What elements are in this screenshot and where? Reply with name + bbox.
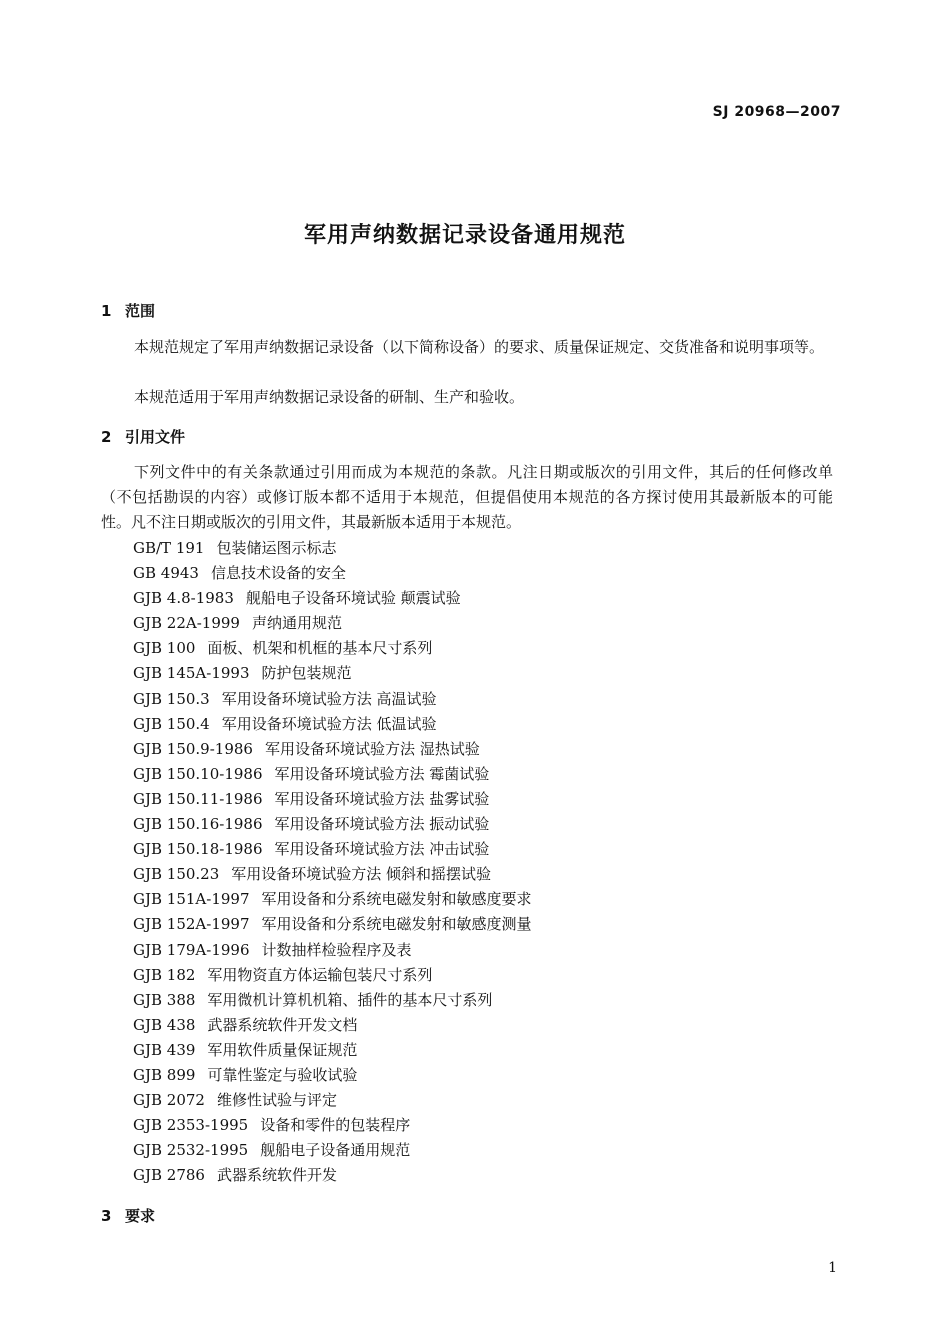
reference-item	[133, 762, 532, 787]
reference-title: 军用设备环境试验方法 冲击试验	[274, 840, 490, 859]
section-number: 2	[101, 428, 112, 446]
reference-title: 军用设备环境试验方法 盐雾试验	[274, 789, 490, 808]
reference-code: GJB 182	[133, 965, 196, 984]
reference-item	[133, 963, 532, 988]
reference-title: 声纳通用规范	[251, 614, 342, 633]
reference-code: GJB 2786	[133, 1166, 205, 1185]
reference-code: GJB 150.18-1986	[133, 840, 263, 859]
page-number: 1	[828, 1260, 837, 1276]
section-title: 范围	[125, 302, 156, 320]
reference-item	[133, 561, 532, 586]
section-title: 引用文件	[125, 428, 186, 446]
reference-title: 信息技术设备的安全	[210, 564, 346, 583]
reference-item	[133, 1013, 532, 1038]
reference-title: 维修性试验与评定	[216, 1091, 337, 1110]
section-heading-references	[101, 426, 185, 447]
reference-item	[133, 1063, 532, 1088]
reference-code: GJB 22A-1999	[133, 614, 240, 633]
reference-code: GJB 438	[133, 1015, 196, 1034]
reference-title: 武器系统软件开发	[216, 1166, 337, 1185]
reference-code: GJB 152A-1997	[133, 915, 250, 934]
section-number: 3	[101, 1207, 112, 1225]
reference-title: 军用设备环境试验方法 低温试验	[221, 714, 437, 733]
reference-item	[133, 661, 532, 686]
reference-code: GB/T 191	[133, 539, 205, 557]
section-number: 1	[101, 302, 112, 320]
reference-item	[133, 938, 532, 963]
section-title: 要求	[125, 1207, 156, 1225]
reference-item	[133, 1088, 532, 1113]
reference-code: GJB 151A-1997	[133, 890, 250, 909]
document-title: 军用声纳数据记录设备通用规范	[303, 223, 626, 248]
reference-item	[133, 1113, 532, 1138]
reference-title: 舰船电子设备环境试验 颠震试验	[245, 589, 461, 608]
reference-title: 计数抽样检验程序及表	[261, 940, 412, 959]
reference-code: GJB 150.16-1986	[133, 815, 263, 834]
reference-item	[133, 712, 532, 737]
reference-title: 军用软件质量保证规范	[207, 1040, 358, 1059]
reference-item	[133, 1163, 532, 1188]
reference-item	[133, 536, 532, 561]
reference-item	[133, 1138, 532, 1163]
reference-code: GJB 2353-1995	[133, 1116, 249, 1135]
reference-title: 军用设备环境试验方法 振动试验	[274, 815, 490, 834]
reference-item	[133, 787, 532, 812]
reference-title: 军用设备环境试验方法 湿热试验	[264, 739, 480, 758]
reference-code: GJB 2532-1995	[133, 1141, 249, 1160]
reference-code: GJB 150.10-1986	[133, 764, 263, 783]
reference-title: 设备和零件的包装程序	[260, 1116, 411, 1135]
standard-number: SJ 20968—2007	[712, 104, 841, 120]
section-heading-scope	[101, 300, 155, 321]
reference-title: 武器系统软件开发文档	[207, 1015, 358, 1034]
section-heading-requirements	[101, 1205, 155, 1226]
reference-code: GJB 150.11-1986	[133, 789, 263, 808]
reference-code: GJB 4.8-1983	[133, 589, 234, 608]
reference-item	[133, 1038, 532, 1063]
reference-code: GJB 145A-1993	[133, 664, 250, 683]
reference-title: 军用设备和分系统电磁发射和敏感度要求	[261, 890, 532, 909]
reference-code: GB 4943	[133, 564, 199, 583]
reference-item	[133, 887, 532, 912]
reference-title: 军用设备环境试验方法 霉菌试验	[274, 764, 490, 783]
reference-code: GJB 150.4	[133, 714, 210, 733]
reference-code: GJB 150.3	[133, 689, 210, 708]
reference-title: 面板、机架和机框的基本尺寸系列	[207, 639, 433, 658]
reference-title: 防护包装规范	[261, 664, 352, 683]
reference-item	[133, 988, 532, 1013]
reference-code: GJB 388	[133, 990, 196, 1009]
reference-code: GJB 899	[133, 1065, 196, 1084]
reference-title: 军用设备环境试验方法 高温试验	[221, 689, 437, 708]
reference-item	[133, 687, 532, 712]
reference-title: 可靠性鉴定与验收试验	[207, 1065, 358, 1084]
reference-item	[133, 912, 532, 937]
reference-title: 军用设备和分系统电磁发射和敏感度测量	[261, 915, 532, 934]
reference-item	[133, 812, 532, 837]
reference-item	[133, 636, 532, 661]
references-intro-paragraph: 下列文件中的有关条款通过引用而成为本规范的条款。凡注日期或版次的引用文件，其后的任何修改单（不包括勘误的内容）或修订版本都不适用于本规范，但提倡使用本规范的各方探讨使用其最新版本的可能性。凡不注日期或版次的引用文件，其最新版本适用于本规范。	[101, 463, 833, 531]
reference-item	[133, 837, 532, 862]
reference-title: 军用物资直方体运输包装尺寸系列	[207, 965, 433, 984]
reference-code: GJB 150.23	[133, 865, 220, 884]
reference-list	[133, 536, 532, 1188]
reference-item	[133, 737, 532, 762]
reference-title: 军用微机计算机机箱、插件的基本尺寸系列	[207, 990, 493, 1009]
reference-code: GJB 100	[133, 639, 196, 658]
reference-title: 军用设备环境试验方法 倾斜和摇摆试验	[231, 865, 492, 884]
reference-code: GJB 439	[133, 1040, 196, 1059]
reference-item	[133, 862, 532, 887]
scope-paragraph-1: 本规范规定了军用声纳数据记录设备（以下简称设备）的要求、质量保证规定、交货准备和说明事项等。	[134, 338, 825, 356]
reference-code: GJB 2072	[133, 1091, 205, 1110]
reference-code: GJB 150.9-1986	[133, 739, 253, 758]
reference-code: GJB 179A-1996	[133, 940, 250, 959]
scope-paragraph-2: 本规范适用于军用声纳数据记录设备的研制、生产和验收。	[134, 388, 525, 406]
reference-title: 舰船电子设备通用规范	[260, 1141, 411, 1160]
reference-title: 包装储运图示标志	[216, 539, 337, 557]
reference-item	[133, 611, 532, 636]
reference-item	[133, 586, 532, 611]
